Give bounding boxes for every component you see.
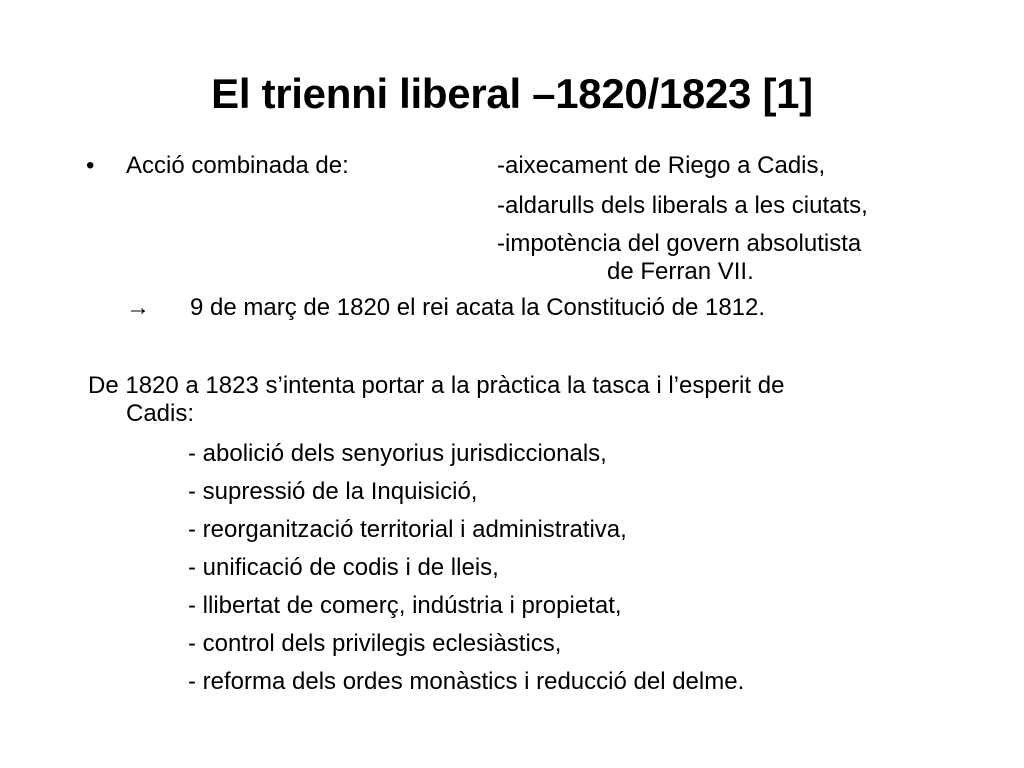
- cause-item: -aixecament de Riego a Cadis,: [497, 152, 826, 179]
- paragraph-line: Cadis:: [126, 400, 195, 427]
- cause-item-continuation: de Ferran VII.: [607, 258, 754, 285]
- bullet-lead-text: Acció combinada de:: [126, 152, 349, 179]
- reform-item: - unificació de codis i de lleis,: [188, 554, 499, 581]
- reform-item: - abolició dels senyorius jurisdiccionals,: [188, 440, 607, 467]
- reform-item: - llibertat de comerç, indústria i propietat,: [188, 592, 622, 619]
- bullet-dot: •: [86, 152, 95, 179]
- paragraph-line: De 1820 a 1823 s’intenta portar a la pràctica la tasca i l’esperit de: [88, 372, 785, 399]
- slide-title: El trienni liberal –1820/1823 [1]: [211, 70, 813, 117]
- consequence-text: 9 de març de 1820 el rei acata la Constitució de 1812.: [190, 294, 766, 321]
- cause-item: -aldarulls dels liberals a les ciutats,: [497, 192, 868, 219]
- reform-item: - supressió de la Inquisició,: [188, 478, 478, 505]
- cause-item: -impotència del govern absolutista: [497, 230, 862, 257]
- arrow-icon: →: [126, 294, 150, 321]
- reform-item: - control dels privilegis eclesiàstics,: [188, 630, 562, 657]
- reform-item: - reforma dels ordes monàstics i reducció del delme.: [188, 668, 745, 695]
- reform-item: - reorganització territorial i administrativa,: [188, 516, 627, 543]
